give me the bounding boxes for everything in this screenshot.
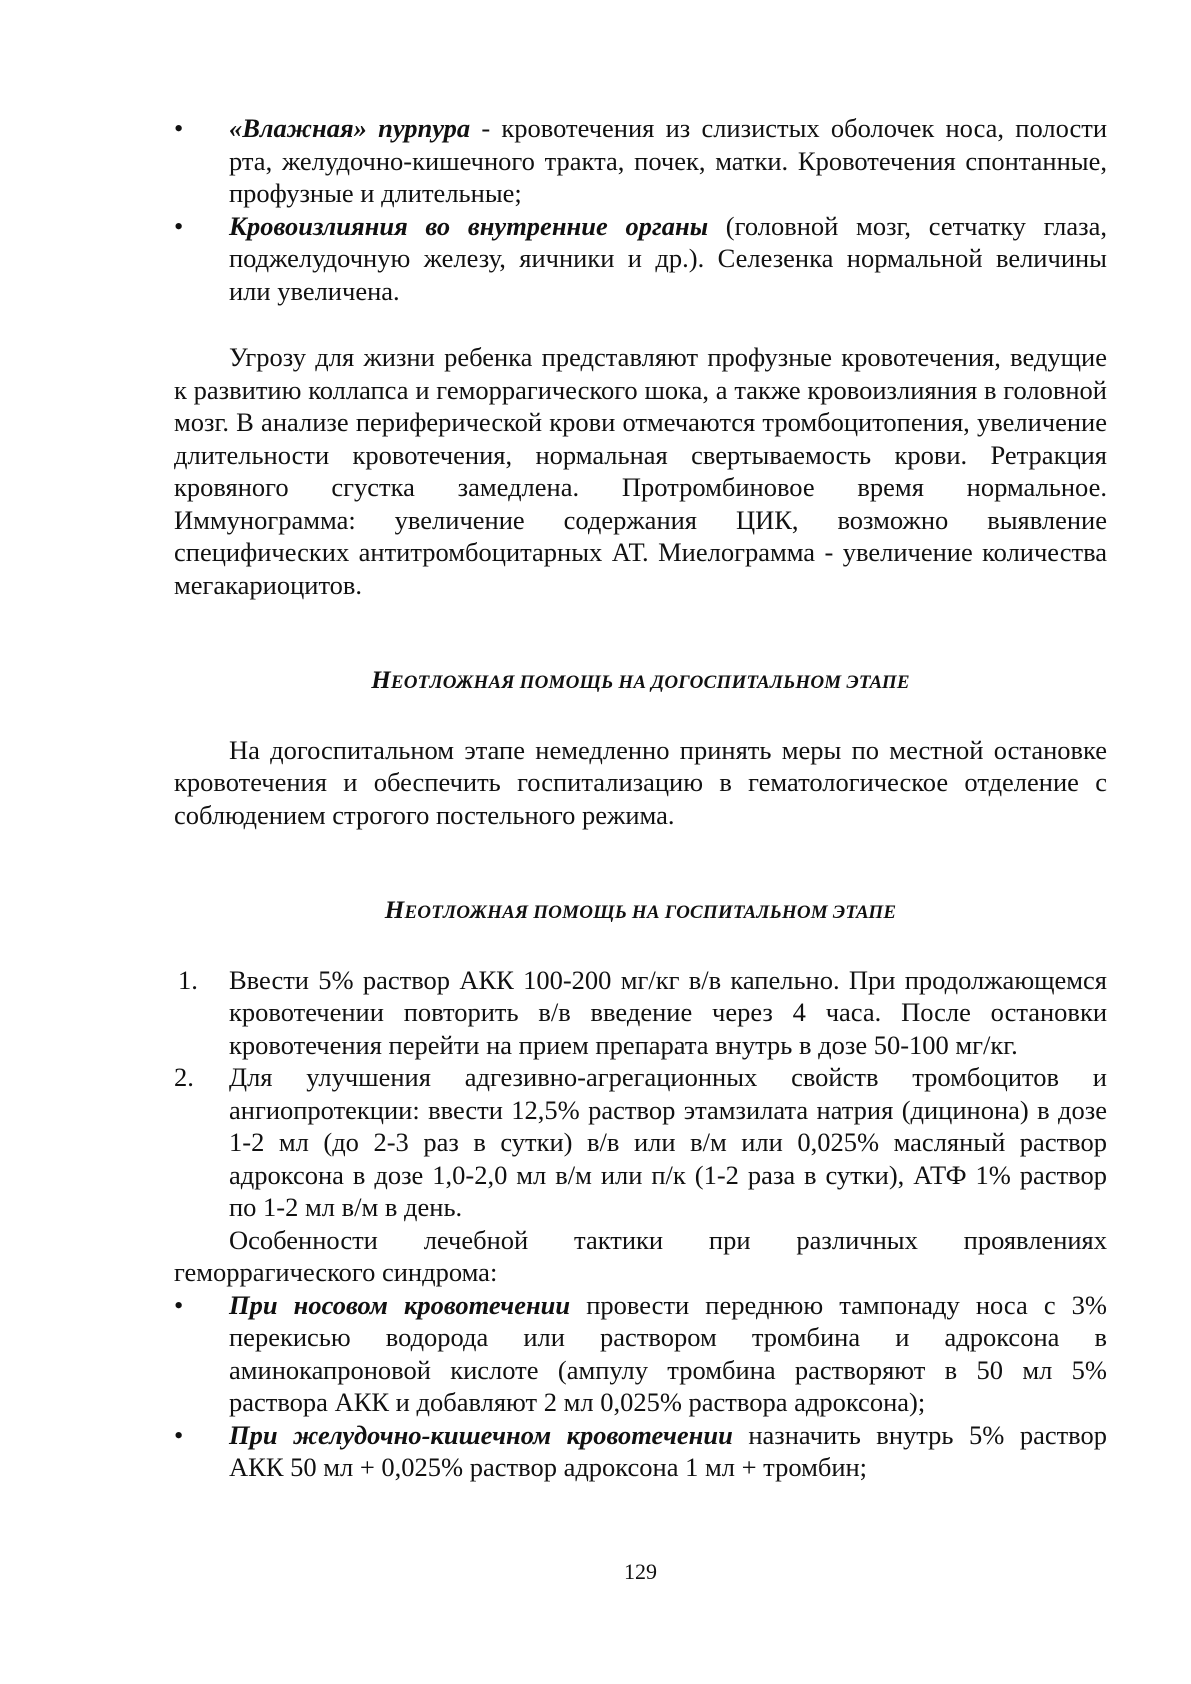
bullet-marker: • <box>174 113 184 143</box>
treatment-numbered-list <box>174 964 1107 1224</box>
numbered-item <box>174 1061 1107 1224</box>
term-gi-bleeding: При желудочно-кишечном кровотечении <box>229 1419 733 1450</box>
section-heading-prehospital <box>174 665 1107 700</box>
paragraph-prehospital: На догоспитальном этапе немедленно принять меры по местной остановке кровотечения и обеспечить госпитализацию в гематологическое отделение с соблюдением строгого постельного режима. <box>174 734 1107 830</box>
bullet-marker: • <box>174 1289 184 1320</box>
paragraph-threat: Угрозу для жизни ребенка представляют профузные кровотечения, ведущие к развитию коллапса и геморрагического шока, а также кровоизлияния в головной мозг. В анализе периферической крови отмечаются тромбоцитопения, увеличение длительности кровотечения, нормальная свертываемость крови. Ретракция кровяного сгустка замедлена. Протромбиновое время нормальное. Иммунограмма: увеличение содержания ЦИК, возможно выявление специфических антитромбоцитарных АТ. Миелограмма - увеличение количества мегакариоцитов. <box>174 342 1107 600</box>
section-heading-hospital <box>174 895 1107 930</box>
list-item <box>174 1419 1107 1484</box>
paragraph-tactics-intro: Особенности лечебной тактики при различных проявлениях геморрагического синдрома: <box>174 1224 1107 1287</box>
tactics-bullet-list <box>174 1289 1107 1484</box>
term-wet-purpura: «Влажная» пурпура <box>229 113 471 143</box>
numbered-item-text: Для улучшения адгезивно-агрегационных свойств тромбоцитов и ангиопротекции: ввести 12,5% раствор этамзилата натрия (дицинона) в дозе 1-2 мл (до 2-3 раз в сутки) в/в или в/м или 0,025% масляный раствор адроксона в дозе 1,0-2,0 мл в/м или п/к (1-2 раза в сутки), АТФ 1% раствор по 1-2 мл в/м в день. <box>229 1062 1107 1222</box>
heading-text: ЕОТЛОЖНАЯ ПОМОЩЬ НА ГОСПИТАЛЬНОМ ЭТАПЕ <box>404 902 897 923</box>
numbered-item-text: Ввести 5% раствор АКК 100-200 мг/кг в/в капельно. При продолжающемся кровотечении повторить в/в введение через 4 часа. После остановки кровотечения перейти на прием препарата внутрь в дозе 50-100 мг/кг. <box>229 964 1107 1060</box>
list-item-text: (головной мозг, сетчатку глаза, поджелудочную железу, яичники и др.). Селезенка нормальной величины или увеличена. <box>229 210 1107 306</box>
list-item <box>174 210 1107 308</box>
purpura-bullet-list <box>174 112 1107 307</box>
page-number: 129 <box>624 1559 657 1584</box>
list-item <box>174 112 1107 210</box>
term-nasal-bleeding: При носовом кровотечении <box>229 1289 571 1320</box>
bullet-marker: • <box>174 210 184 241</box>
bullet-marker: • <box>174 1419 184 1450</box>
item-number: 2. <box>174 1062 194 1092</box>
heading-initial: Н <box>371 667 391 694</box>
term-internal-hemorrhage: Кровоизлияния во внутренние органы <box>229 210 709 241</box>
item-number: 1. <box>178 964 198 995</box>
heading-initial: Н <box>384 897 405 924</box>
list-item-text: провести переднюю тампонаду носа с 3% перекисью водорода или раствором тромбина и адроксона в аминокапроновой кислоте (ампулу тромбина растворяют в 50 мл 5% раствора АКК и добавляют 2 мл 0,025% раствора адроксона); <box>229 1289 1107 1417</box>
list-item-text: - кровотечения из слизистых оболочек носа, полости рта, желудочно-кишечного тракта, почек, матки. Кровотечения спонтанные, профузные и длительные; <box>229 113 1108 208</box>
list-item <box>174 1289 1107 1419</box>
list-item-text: назначить внутрь 5% раствор АКК 50 мл + 0,025% раствор адроксона 1 мл + тромбин; <box>229 1419 1108 1482</box>
heading-text: ЕОТЛОЖНАЯ ПОМОЩЬ НА ДОГОСПИТАЛЬНОМ ЭТАПЕ <box>390 672 910 693</box>
numbered-item <box>174 964 1107 1062</box>
